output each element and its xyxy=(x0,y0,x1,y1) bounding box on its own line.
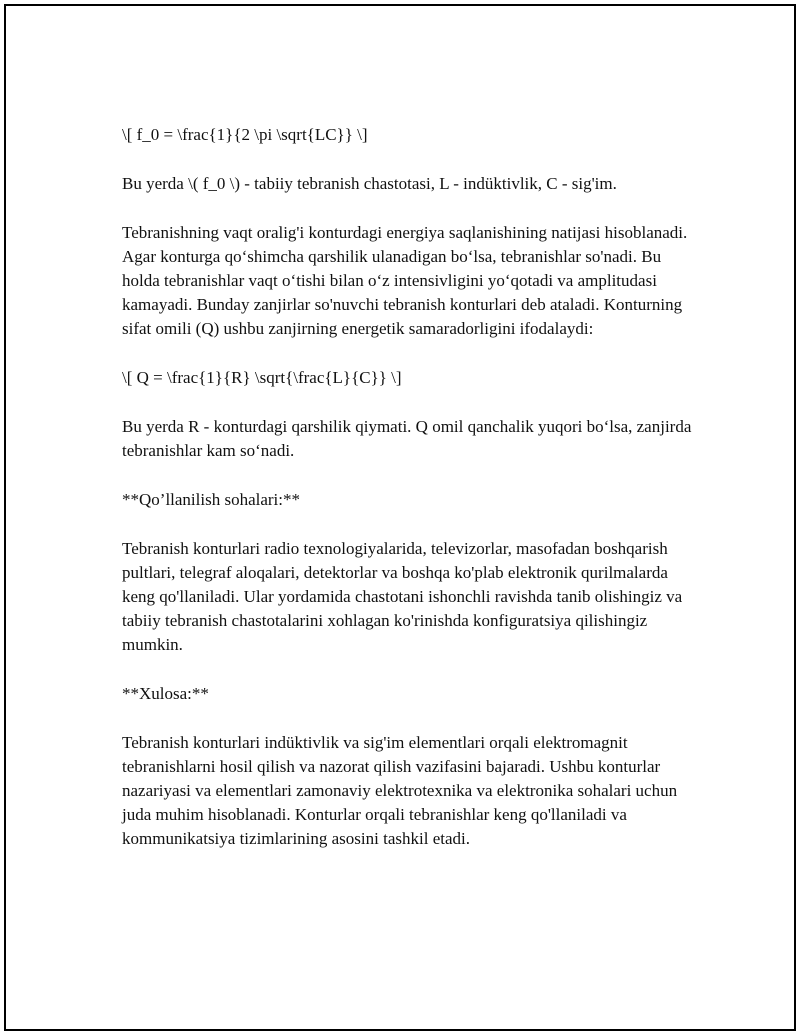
formula-quality-factor: \[ Q = \frac{1}{R} \sqrt{\frac{L}{C}} \] xyxy=(122,368,402,387)
paragraph-damping: Tebranishning vaqt oralig'i konturdagi energiya saqlanishining natijasi hisoblanadi. Agar konturga qo‘shimcha qarshilik ulanadigan bo‘lsa, tebranishlar so'nadi. Bu holda tebranishlar vaqt o‘tishi bilan o‘z intensivligini yo‘qotadi va amplitudasi kamayadi. Bunday zanjirlar so'nuvchi tebranish konturlari deb ataladi. Konturning sifat omili (Q) ushbu zanjirning energetik samaradorligini ifodalaydi: xyxy=(122,223,688,338)
document-body xyxy=(122,123,692,876)
formula-resonant-frequency: \[ f_0 = \frac{1}{2 \pi \sqrt{LC}} \] xyxy=(122,125,368,144)
paragraph-conclusion: Tebranish konturlari indüktivlik va sig'im elementlari orqali elektromagnit tebranishlarni hosil qilish va nazorat qilish vazifasini bajaradi. Ushbu konturlar nazariyasi va elementlari zamonaviy elektrotexnika va elektronika sohalari uchun juda muhim hisoblanadi. Konturlar orqali tebranishlar keng qo'llaniladi va kommunikatsiya tizimlarining asosini tashkil etadi. xyxy=(122,733,678,848)
paragraph-resistance: Bu yerda R - konturdagi qarshilik qiymati. Q omil qanchalik yuqori bo‘lsa, zanjirda tebranishlar kam so‘nadi. xyxy=(122,417,692,460)
paragraph-frequency-definition: Bu yerda \( f_0 \) - tabiiy tebranish chastotasi, L - indüktivlik, C - sig'im. xyxy=(122,174,617,193)
page-frame xyxy=(4,4,796,1031)
paragraph-applications: Tebranish konturlari radio texnologiyalarida, televizorlar, masofadan boshqarish pultlari, telegraf aloqalari, detektorlar va boshqa ko'plab elektronik qurilmalarda keng qo'llaniladi. Ular yordamida chastotani ishonchli ravishda tanib olishingiz va tabiiy tebranish chastotalarini xohlagan ko'rinishda konfiguratsiya qilishingiz mumkin. xyxy=(122,539,683,654)
heading-applications: **Qo’llanilish sohalari:** xyxy=(122,490,301,509)
heading-conclusion: **Xulosa:** xyxy=(122,684,209,703)
